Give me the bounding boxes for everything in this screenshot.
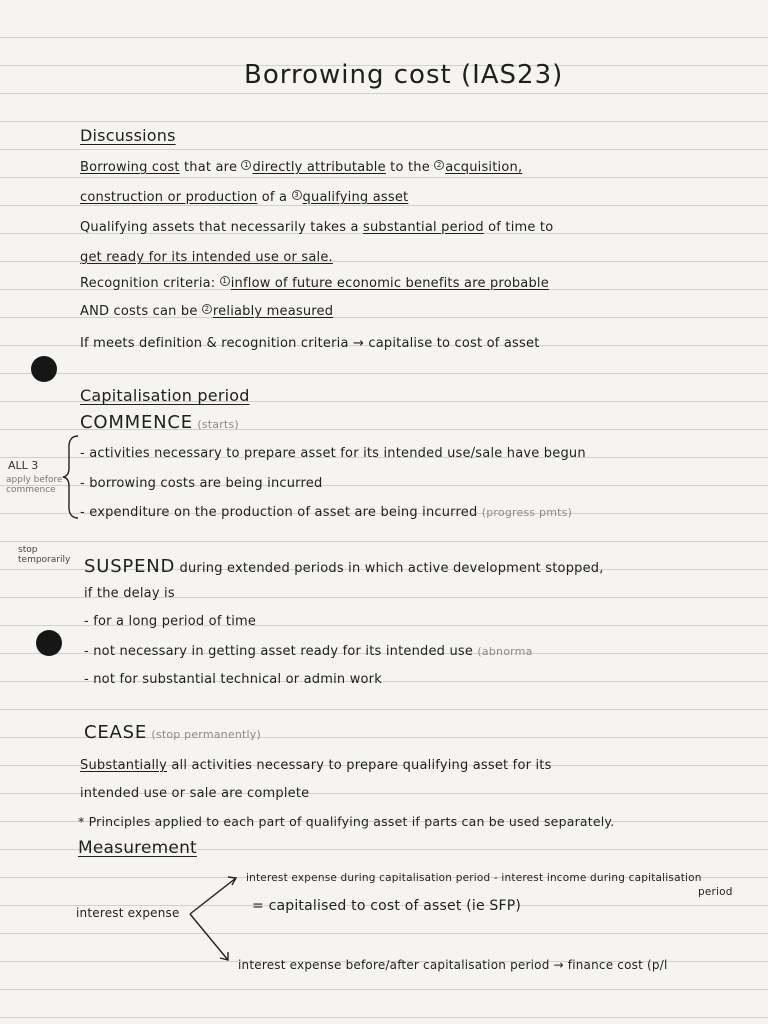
term-borrowing-cost: Borrowing cost (80, 160, 180, 175)
measurement-root: interest expense (76, 906, 180, 920)
commence-note: (starts) (197, 418, 239, 431)
measurement-arrows (186, 868, 246, 964)
lower-branch: interest expense before/after capitalisation period → finance cost (p/l (238, 958, 668, 972)
discussion-line-4: get ready for its intended use or sale. (80, 250, 333, 265)
number-badge: 3 (292, 190, 302, 200)
suspend-item-1: - for a long period of time (84, 614, 257, 629)
commence-item-2: - borrowing costs are being incurred (80, 476, 323, 491)
cease-label: CEASE (84, 722, 148, 743)
commence-row (80, 412, 239, 433)
suspend-if: if the delay is (84, 586, 175, 601)
suspend-item-2: - not necessary in getting asset ready for its intended use (abnorma (84, 644, 533, 659)
number-badge: 1 (220, 276, 230, 286)
upper-branch-tail: period (698, 886, 733, 898)
side-note-apply: apply before commence (6, 475, 63, 495)
discussion-line-2: construction or production of a 3 qualifying asset (80, 190, 409, 205)
cease-line-2: intended use or sale are complete (80, 786, 310, 801)
progress-note: (progress pmts) (481, 506, 573, 519)
punch-hole-bottom (36, 630, 62, 656)
number-badge: 2 (202, 304, 212, 314)
page-title: Borrowing cost (IAS23) (244, 60, 564, 90)
abnormal-note: (abnorma (477, 645, 533, 658)
brace-bracket (62, 434, 82, 520)
principle-note: * Principles applied to each part of qualifying asset if parts can be used separately. (78, 814, 615, 829)
side-note-stop: stop temporarily (18, 545, 71, 565)
discussion-line-3: Qualifying assets that necessarily takes a substantial period of time to (80, 220, 554, 235)
suspend-row: SUSPEND during extended periods in which active development stopped, (84, 556, 604, 577)
measurement-heading: Measurement (78, 838, 197, 858)
upper-result: = capitalised to cost of asset (ie SFP) (252, 898, 522, 914)
commence-item-3: - expenditure on the production of asset are being incurred (progress pmts) (80, 505, 573, 520)
commence-item-1: - activities necessary to prepare asset for its intended use/sale have begun (80, 446, 586, 461)
punch-hole-top (31, 356, 57, 382)
cease-row (84, 722, 261, 743)
discussion-line-5: Recognition criteria: 1 inflow of future economic benefits are probable (80, 276, 549, 291)
suspend-item-3: - not for substantial technical or admin work (84, 672, 382, 687)
upper-branch: interest expense during capitalisation period - interest income during capitalisation (246, 872, 702, 884)
discussion-line-7: If meets definition & recognition criteria → capitalise to cost of asset (80, 336, 540, 351)
number-badge: 1 (241, 160, 251, 170)
discussions-heading: Discussions (80, 126, 176, 145)
cease-note: (stop permanently) (151, 728, 261, 741)
discussion-line-6: AND costs can be 2 reliably measured (80, 304, 334, 319)
cease-line-1: Substantially all activities necessary to prepare qualifying asset for its (80, 758, 552, 773)
commence-label: COMMENCE (80, 412, 193, 433)
discussion-line-1: Borrowing cost that are 1 directly attributable to the 2 acquisition, (80, 160, 523, 175)
capitalisation-heading: Capitalisation period (80, 386, 250, 405)
side-note-all-3: ALL 3 (8, 459, 39, 472)
suspend-label: SUSPEND (84, 556, 176, 577)
number-badge: 2 (434, 160, 444, 170)
